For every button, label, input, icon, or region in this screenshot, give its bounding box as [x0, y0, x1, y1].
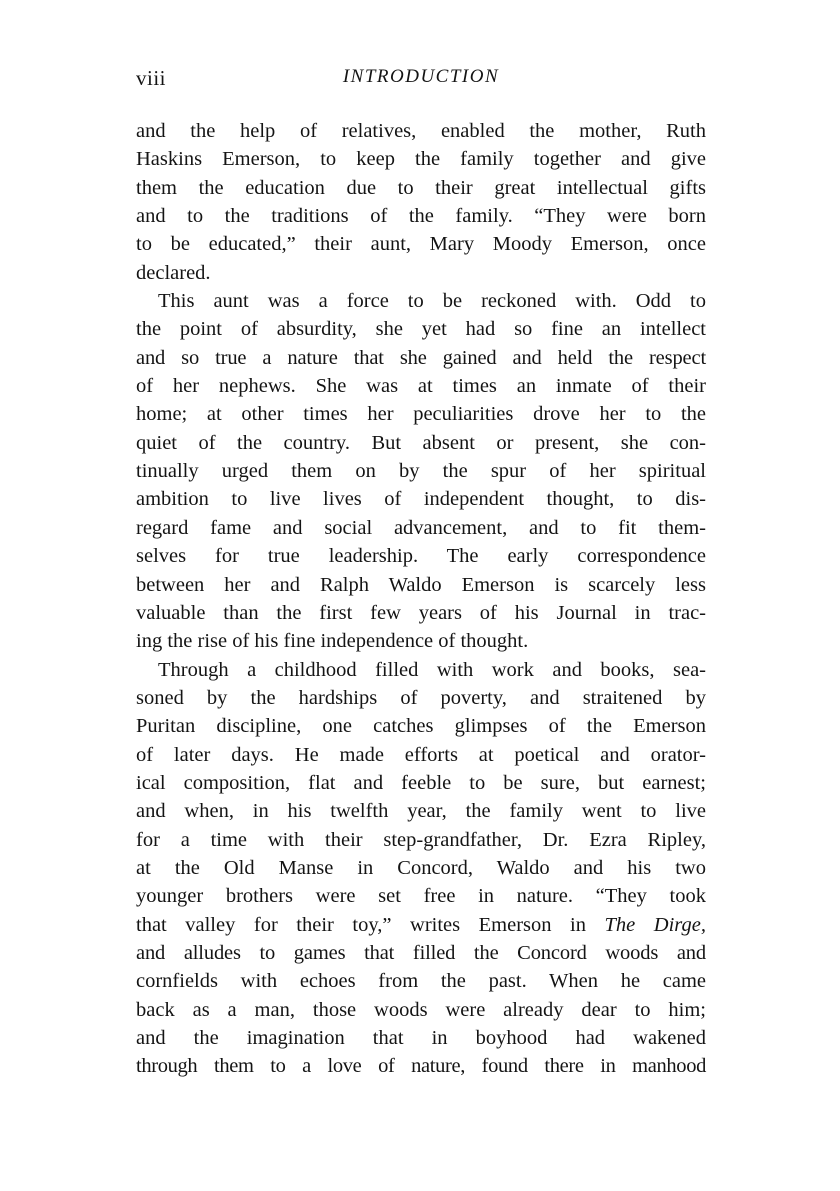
text-line: Puritan discipline, one catches glimpses of the Emerson — [136, 715, 706, 738]
paragraph-1 — [136, 117, 706, 287]
text-line: for a time with their step-grandfather, Dr. Ezra Ripley, — [136, 828, 706, 851]
text-line: This aunt was a force to be reckoned with. Odd to — [158, 290, 706, 313]
text-line: regard fame and social advancement, and to fit them- — [136, 516, 706, 539]
text-line: selves for true leadership. The early correspondence — [136, 545, 706, 568]
body-text — [136, 117, 706, 1081]
text-line: tinually urged them on by the spur of her spiritual — [136, 460, 706, 483]
page-number: viii — [136, 66, 167, 90]
text-line: back as a man, those woods were already dear to him; — [136, 998, 706, 1021]
text-line: cornfields with echoes from the past. When he came — [136, 970, 706, 993]
text-line: and the imagination that in boyhood had wakened — [136, 1027, 706, 1049]
paragraph-3 — [136, 656, 706, 1081]
text-line: the point of absurdity, she yet had so fine an intellect — [136, 318, 706, 341]
text-line-with-title — [136, 911, 706, 939]
page-header — [136, 66, 706, 96]
text-line: soned by the hardships of poverty, and straitened by — [136, 686, 706, 709]
text-segment: that valley for their toy,” writes Emerson in — [136, 913, 605, 936]
text-line: and alludes to games that filled the Concord woods and — [136, 941, 706, 964]
text-line: and the help of relatives, enabled the mother, Ruth — [136, 120, 706, 142]
text-line: them the education due to their great intellectual gifts — [136, 176, 706, 199]
text-line: Haskins Emerson, to keep the family together and give — [136, 148, 706, 171]
text-line: ambition to live lives of independent thought, to dis- — [136, 488, 706, 511]
text-line: and when, in his twelfth year, the family went to live — [136, 800, 706, 823]
text-line: younger brothers were set free in nature. “They took — [136, 885, 706, 908]
running-head: INTRODUCTION — [342, 66, 500, 87]
text-line: home; at other times her peculiarities drove her to the — [136, 403, 706, 426]
paragraph-2 — [136, 287, 706, 655]
text-line: of later days. He made efforts at poetical and orator- — [136, 743, 706, 766]
text-line: at the Old Manse in Concord, Waldo and his two — [136, 856, 706, 879]
text-line: of her nephews. She was at times an inmate of their — [136, 375, 706, 398]
italic-title: The Dirge, — [604, 913, 706, 936]
text-line: between her and Ralph Waldo Emerson is scarcely less — [136, 573, 706, 596]
text-line: Through a childhood filled with work and books, sea- — [158, 658, 706, 681]
text-line: and to the traditions of the family. “They were born — [136, 205, 706, 228]
text-line: and so true a nature that she gained and held the respect — [136, 346, 706, 369]
text-line: ical composition, flat and feeble to be sure, but earnest; — [136, 771, 706, 794]
text-line: valuable than the first few years of his Journal in trac- — [136, 601, 706, 624]
text-line: through them to a love of nature, found there in manhood — [136, 1055, 706, 1078]
text-line: ing the rise of his fine independence of thought. — [136, 630, 529, 653]
text-line: quiet of the country. But absent or present, she con- — [136, 431, 706, 454]
text-line: to be educated,” their aunt, Mary Moody Emerson, once — [136, 233, 706, 256]
text-line: declared. — [136, 261, 211, 284]
